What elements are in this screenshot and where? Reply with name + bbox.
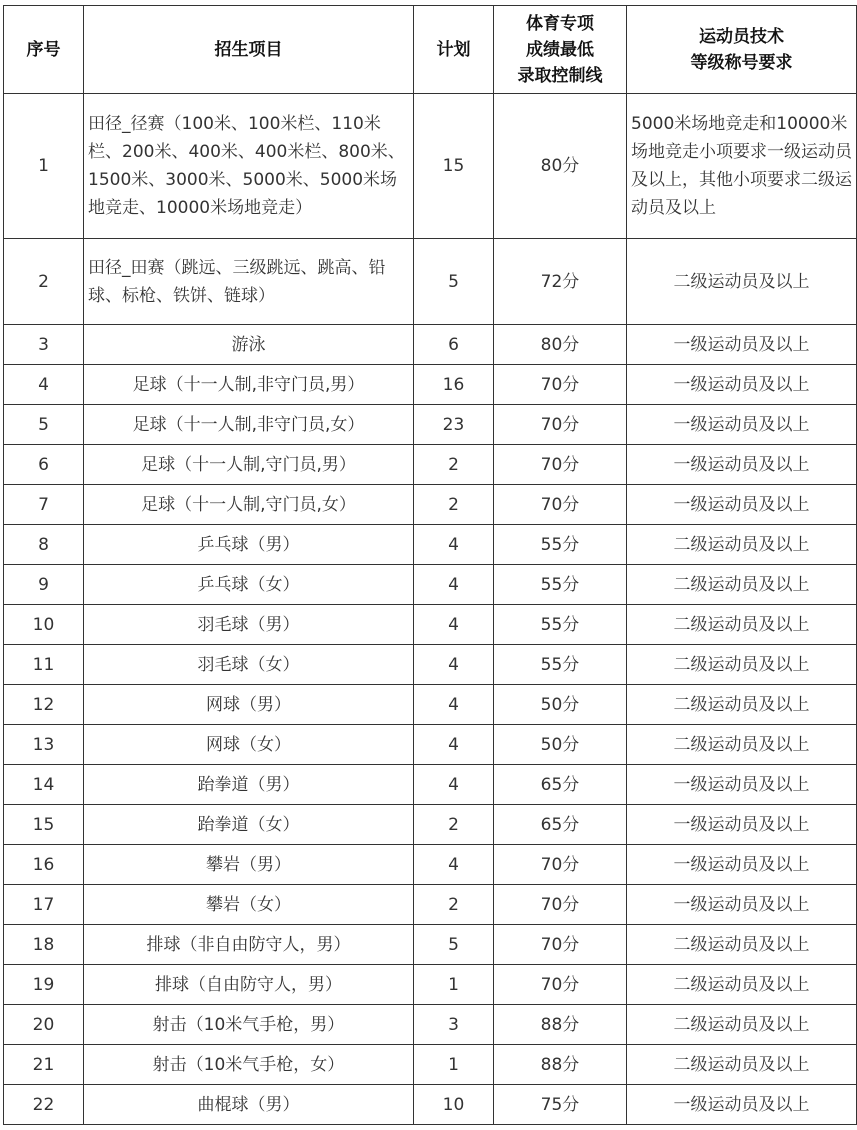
row-item: 羽毛球（女） bbox=[84, 645, 414, 685]
row-plan: 4 bbox=[414, 685, 494, 725]
row-index: 17 bbox=[4, 885, 84, 925]
row-score: 55分 bbox=[494, 645, 627, 685]
row-item: 足球（十一人制,守门员,女） bbox=[84, 485, 414, 525]
row-score: 70分 bbox=[494, 365, 627, 405]
row-index: 13 bbox=[4, 725, 84, 765]
row-score: 50分 bbox=[494, 725, 627, 765]
row-index: 4 bbox=[4, 365, 84, 405]
row-index: 18 bbox=[4, 925, 84, 965]
row-score: 50分 bbox=[494, 685, 627, 725]
row-requirement: 二级运动员及以上 bbox=[627, 965, 857, 1005]
header-score-line bbox=[494, 6, 627, 94]
table-row bbox=[4, 965, 857, 1005]
row-plan: 5 bbox=[414, 239, 494, 325]
row-index: 6 bbox=[4, 445, 84, 485]
row-item: 足球（十一人制,守门员,男） bbox=[84, 445, 414, 485]
row-score: 55分 bbox=[494, 525, 627, 565]
row-score: 70分 bbox=[494, 845, 627, 885]
row-index: 9 bbox=[4, 565, 84, 605]
row-plan: 4 bbox=[414, 605, 494, 645]
row-item: 乒乓球（男） bbox=[84, 525, 414, 565]
row-index: 21 bbox=[4, 1045, 84, 1085]
row-score: 70分 bbox=[494, 925, 627, 965]
row-requirement: 一级运动员及以上 bbox=[627, 805, 857, 845]
row-score: 55分 bbox=[494, 565, 627, 605]
row-plan: 4 bbox=[414, 765, 494, 805]
row-item: 跆拳道（女） bbox=[84, 805, 414, 845]
row-index: 7 bbox=[4, 485, 84, 525]
row-score: 70分 bbox=[494, 445, 627, 485]
row-plan: 3 bbox=[414, 1005, 494, 1045]
header-score-line-1: 体育专项 bbox=[526, 13, 594, 34]
table-row bbox=[4, 525, 857, 565]
row-index: 14 bbox=[4, 765, 84, 805]
table-row bbox=[4, 1045, 857, 1085]
row-requirement: 5000米场地竞走和10000米场地竞走小项要求一级运动员及以上，其他小项要求二级运动员及以上 bbox=[627, 94, 857, 239]
row-item: 网球（女） bbox=[84, 725, 414, 765]
row-plan: 15 bbox=[414, 94, 494, 239]
row-requirement: 一级运动员及以上 bbox=[627, 445, 857, 485]
table-row bbox=[4, 885, 857, 925]
table-row bbox=[4, 845, 857, 885]
table-row bbox=[4, 445, 857, 485]
row-requirement: 一级运动员及以上 bbox=[627, 325, 857, 365]
row-item: 足球（十一人制,非守门员,女） bbox=[84, 405, 414, 445]
row-plan: 1 bbox=[414, 965, 494, 1005]
row-requirement: 二级运动员及以上 bbox=[627, 525, 857, 565]
table-row bbox=[4, 925, 857, 965]
row-plan: 5 bbox=[414, 925, 494, 965]
row-score: 80分 bbox=[494, 325, 627, 365]
row-item: 攀岩（男） bbox=[84, 845, 414, 885]
row-plan: 23 bbox=[414, 405, 494, 445]
table-row bbox=[4, 605, 857, 645]
row-index: 10 bbox=[4, 605, 84, 645]
row-plan: 2 bbox=[414, 445, 494, 485]
row-plan: 2 bbox=[414, 885, 494, 925]
row-item: 排球（自由防守人，男） bbox=[84, 965, 414, 1005]
row-index: 2 bbox=[4, 239, 84, 325]
row-score: 65分 bbox=[494, 805, 627, 845]
row-requirement: 一级运动员及以上 bbox=[627, 365, 857, 405]
row-score: 55分 bbox=[494, 605, 627, 645]
table-row bbox=[4, 765, 857, 805]
row-item: 游泳 bbox=[84, 325, 414, 365]
row-index: 11 bbox=[4, 645, 84, 685]
admissions-table bbox=[3, 5, 857, 1125]
row-requirement: 二级运动员及以上 bbox=[627, 645, 857, 685]
row-score: 65分 bbox=[494, 765, 627, 805]
row-plan: 4 bbox=[414, 725, 494, 765]
table-row bbox=[4, 685, 857, 725]
row-score: 88分 bbox=[494, 1005, 627, 1045]
row-plan: 4 bbox=[414, 645, 494, 685]
row-plan: 6 bbox=[414, 325, 494, 365]
row-item: 羽毛球（男） bbox=[84, 605, 414, 645]
row-plan: 1 bbox=[414, 1045, 494, 1085]
row-requirement: 二级运动员及以上 bbox=[627, 1005, 857, 1045]
header-requirement-1: 运动员技术 bbox=[699, 26, 784, 47]
row-index: 1 bbox=[4, 94, 84, 239]
row-item: 网球（男） bbox=[84, 685, 414, 725]
header-row bbox=[4, 6, 857, 94]
table-row bbox=[4, 805, 857, 845]
row-item: 曲棍球（男） bbox=[84, 1085, 414, 1125]
table-row bbox=[4, 1085, 857, 1125]
row-requirement: 一级运动员及以上 bbox=[627, 765, 857, 805]
header-plan: 计划 bbox=[414, 6, 494, 94]
table-row bbox=[4, 485, 857, 525]
table-row bbox=[4, 365, 857, 405]
row-score: 70分 bbox=[494, 965, 627, 1005]
row-index: 16 bbox=[4, 845, 84, 885]
row-plan: 10 bbox=[414, 1085, 494, 1125]
row-index: 15 bbox=[4, 805, 84, 845]
table-row bbox=[4, 645, 857, 685]
header-score-line-3: 录取控制线 bbox=[517, 65, 603, 86]
row-index: 3 bbox=[4, 325, 84, 365]
row-score: 80分 bbox=[494, 94, 627, 239]
row-plan: 4 bbox=[414, 525, 494, 565]
row-item: 射击（10米气手枪，男） bbox=[84, 1005, 414, 1045]
row-item: 射击（10米气手枪，女） bbox=[84, 1045, 414, 1085]
row-score: 75分 bbox=[494, 1085, 627, 1125]
header-score-line-2: 成绩最低 bbox=[526, 39, 594, 60]
row-score: 70分 bbox=[494, 485, 627, 525]
row-score: 70分 bbox=[494, 885, 627, 925]
header-item: 招生项目 bbox=[84, 6, 414, 94]
row-index: 8 bbox=[4, 525, 84, 565]
row-index: 5 bbox=[4, 405, 84, 445]
row-plan: 2 bbox=[414, 805, 494, 845]
row-plan: 4 bbox=[414, 845, 494, 885]
row-item: 乒乓球（女） bbox=[84, 565, 414, 605]
row-score: 88分 bbox=[494, 1045, 627, 1085]
row-plan: 2 bbox=[414, 485, 494, 525]
row-index: 20 bbox=[4, 1005, 84, 1045]
row-index: 22 bbox=[4, 1085, 84, 1125]
table-row bbox=[4, 725, 857, 765]
row-requirement: 二级运动员及以上 bbox=[627, 925, 857, 965]
header-requirement bbox=[627, 6, 857, 94]
row-requirement: 一级运动员及以上 bbox=[627, 405, 857, 445]
table-row bbox=[4, 94, 857, 239]
row-item: 田径_田赛（跳远、三级跳远、跳高、铅球、标枪、铁饼、链球） bbox=[84, 239, 414, 325]
row-plan: 4 bbox=[414, 565, 494, 605]
row-requirement: 二级运动员及以上 bbox=[627, 565, 857, 605]
row-score: 70分 bbox=[494, 405, 627, 445]
table-row bbox=[4, 1005, 857, 1045]
row-item: 跆拳道（男） bbox=[84, 765, 414, 805]
row-item: 足球（十一人制,非守门员,男） bbox=[84, 365, 414, 405]
row-score: 72分 bbox=[494, 239, 627, 325]
table-row bbox=[4, 325, 857, 365]
row-index: 12 bbox=[4, 685, 84, 725]
header-index: 序号 bbox=[4, 6, 84, 94]
row-requirement: 一级运动员及以上 bbox=[627, 1085, 857, 1125]
row-requirement: 一级运动员及以上 bbox=[627, 845, 857, 885]
row-plan: 16 bbox=[414, 365, 494, 405]
header-requirement-2: 等级称号要求 bbox=[690, 52, 793, 73]
row-index: 19 bbox=[4, 965, 84, 1005]
row-requirement: 二级运动员及以上 bbox=[627, 725, 857, 765]
table-row bbox=[4, 565, 857, 605]
row-item: 攀岩（女） bbox=[84, 885, 414, 925]
row-requirement: 一级运动员及以上 bbox=[627, 485, 857, 525]
row-requirement: 二级运动员及以上 bbox=[627, 605, 857, 645]
row-requirement: 二级运动员及以上 bbox=[627, 685, 857, 725]
table-row bbox=[4, 405, 857, 445]
row-requirement: 一级运动员及以上 bbox=[627, 885, 857, 925]
table-row bbox=[4, 239, 857, 325]
row-item: 田径_径赛（100米、100米栏、110米栏、200米、400米、400米栏、800米、1500米、3000米、5000米、5000米场地竞走、10000米场地竞走） bbox=[84, 94, 414, 239]
row-requirement: 二级运动员及以上 bbox=[627, 239, 857, 325]
row-requirement: 二级运动员及以上 bbox=[627, 1045, 857, 1085]
row-item: 排球（非自由防守人，男） bbox=[84, 925, 414, 965]
